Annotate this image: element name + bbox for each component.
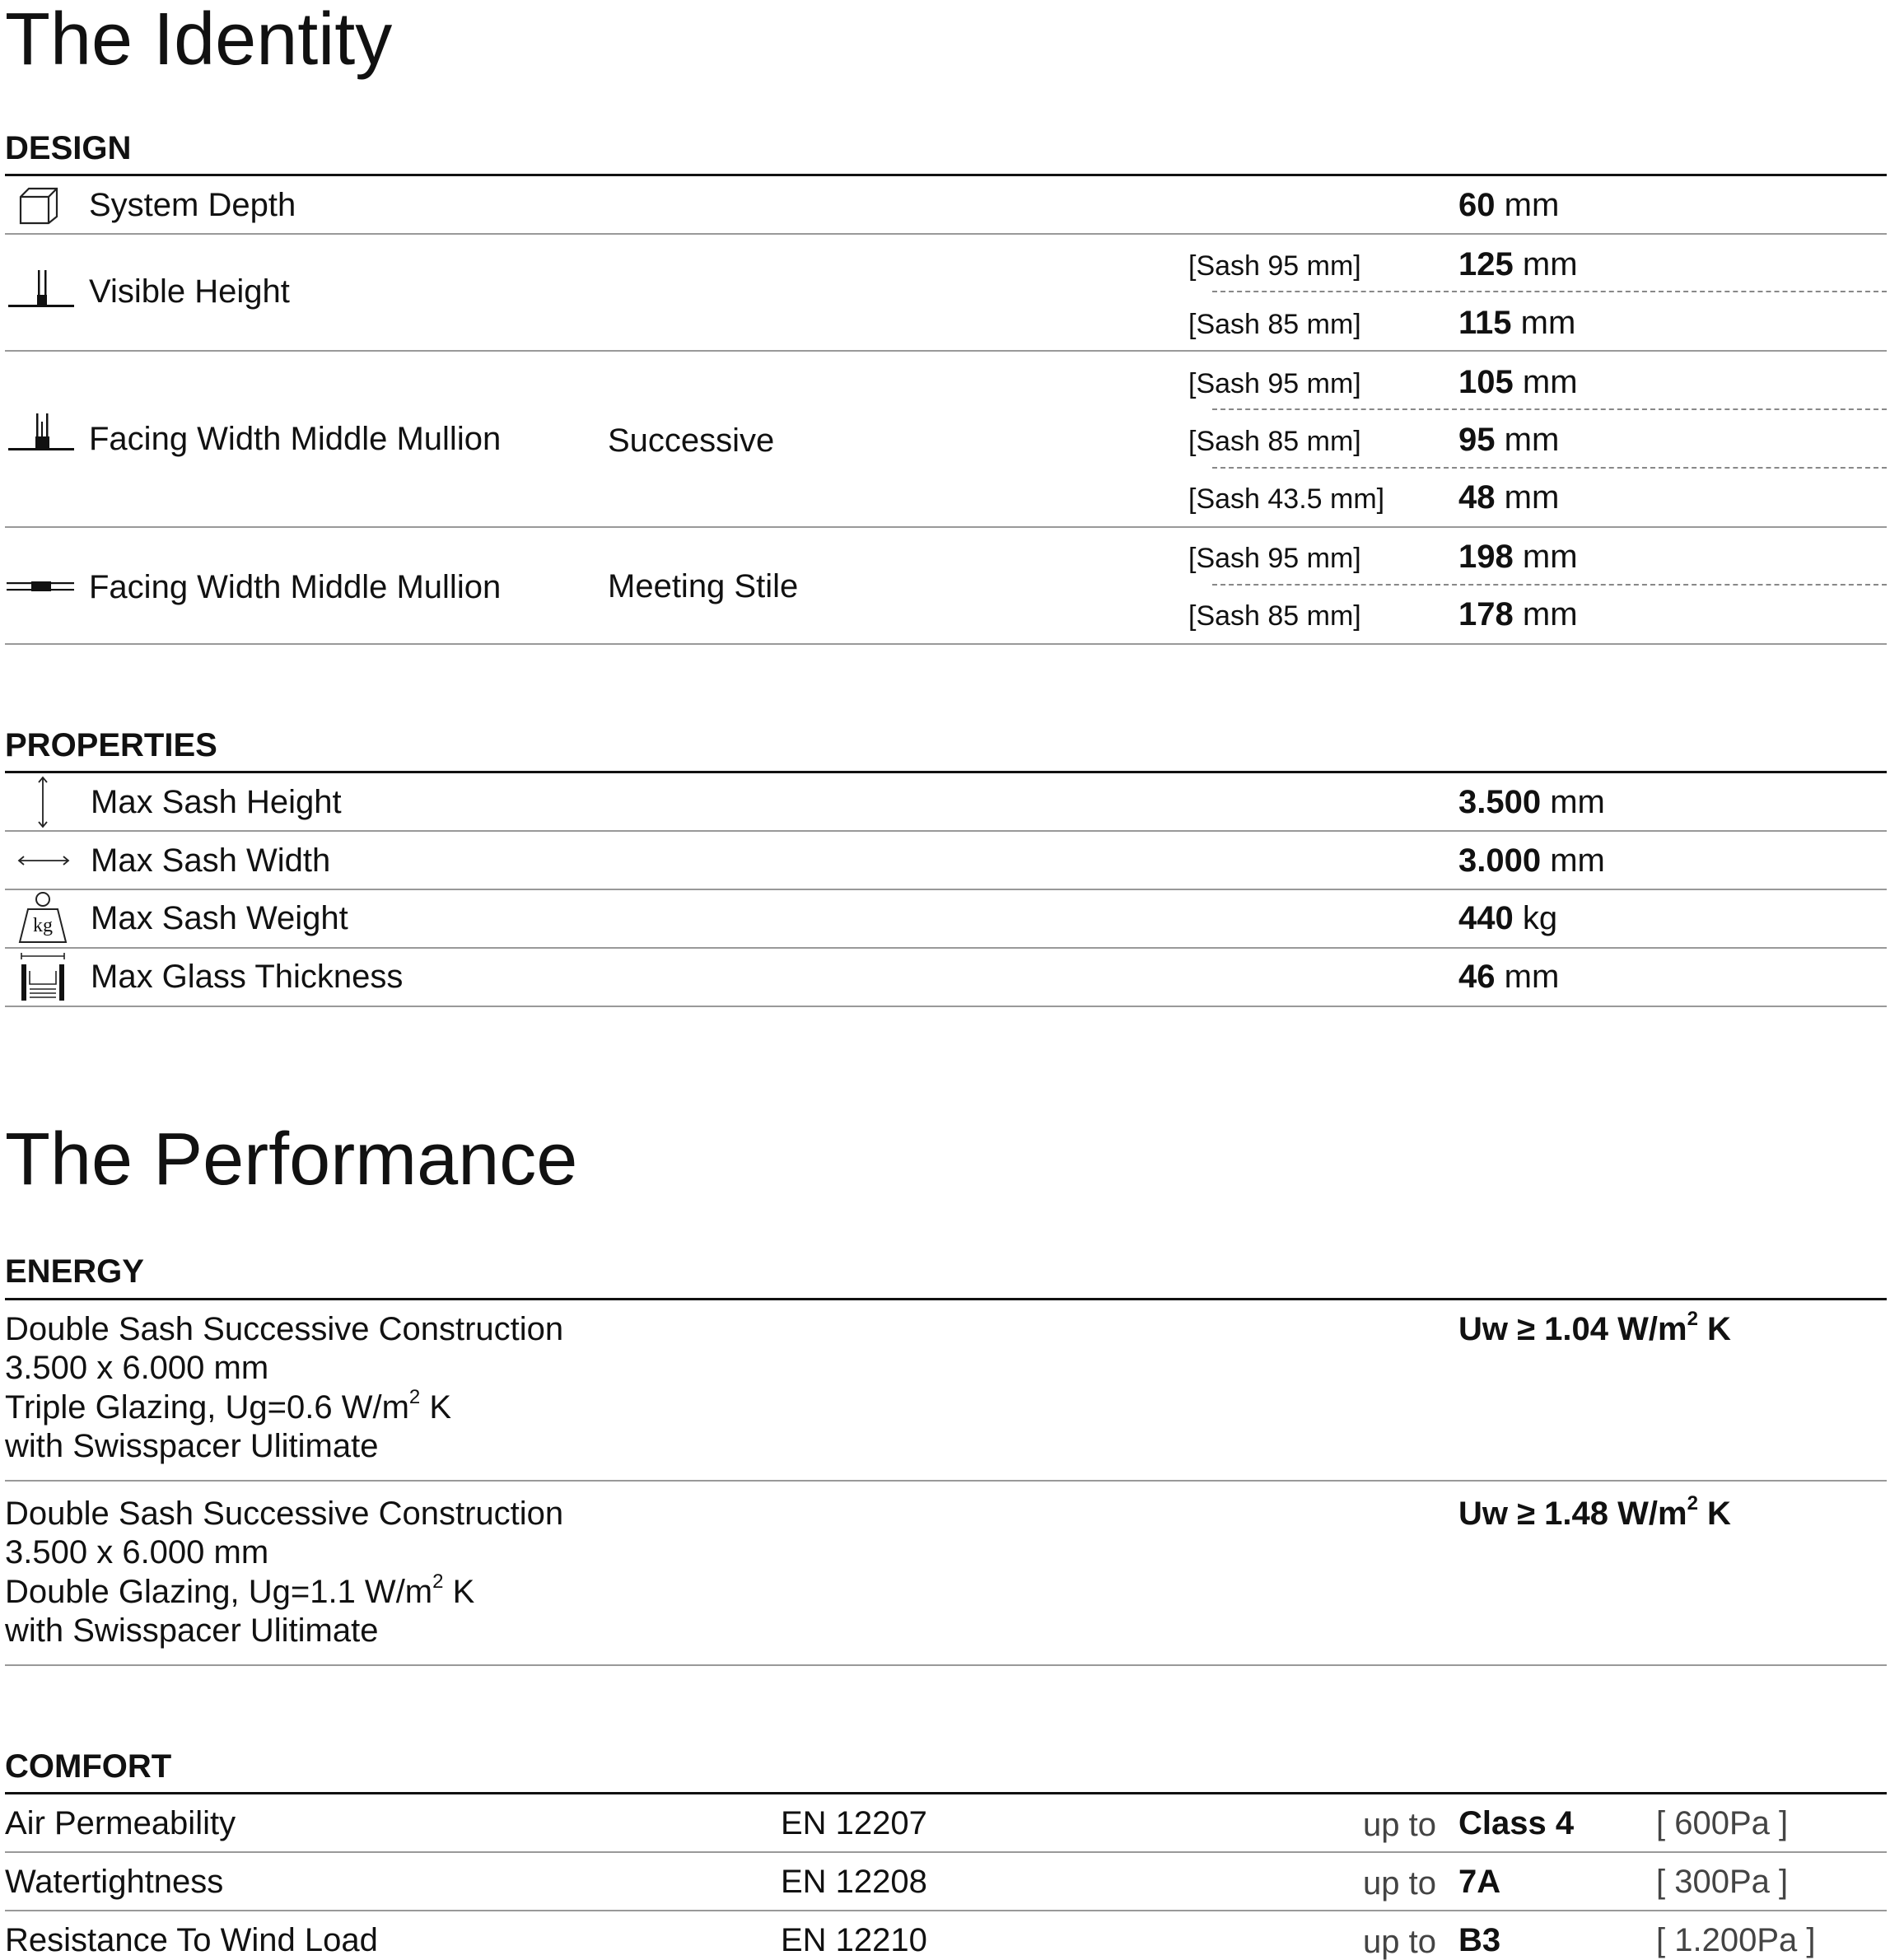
energy-item-line: Triple Glazing, Ug=0.6 $W/m^2$ K	[5, 1386, 452, 1426]
row-divider	[5, 1480, 1887, 1482]
glass-thickness-icon	[18, 951, 68, 1002]
row-dashed-divider	[1212, 291, 1887, 292]
up-to-prefix: up to	[1363, 1807, 1436, 1843]
row-divider	[5, 1006, 1887, 1007]
meeting-stile-value: 178 mm	[1458, 596, 1578, 632]
max-sash-weight-value: 440 kg	[1458, 900, 1558, 936]
row-divider	[5, 350, 1887, 352]
performance-title: The Performance	[5, 1118, 578, 1201]
energy-item-line: Double Sash Successive Construction	[5, 1496, 564, 1532]
mullion-successive-value: 95 mm	[1458, 422, 1560, 458]
watertightness-label: Watertightness	[5, 1864, 224, 1900]
mullion-successive-value: 48 mm	[1458, 479, 1560, 516]
max-glass-thickness-value: 46 mm	[1458, 959, 1560, 995]
energy-item-line: Double Glazing, Ug=1.1 $W/m^2$ K	[5, 1570, 475, 1610]
air-permeability-standard: EN 12207	[781, 1805, 927, 1841]
row-divider	[5, 1664, 1887, 1666]
meeting-stile-value: 198 mm	[1458, 539, 1578, 575]
visible-height-icon	[8, 268, 74, 311]
mullion-successive-icon	[8, 412, 74, 455]
max-sash-height-label: Max Sash Height	[91, 784, 342, 820]
row-divider	[5, 1910, 1887, 1911]
horizontal-arrow-icon	[16, 853, 71, 868]
row-divider	[5, 643, 1887, 645]
up-to-prefix: up to	[1363, 1924, 1436, 1960]
visible-height-value: 125 mm	[1458, 246, 1578, 282]
design-rule	[5, 174, 1887, 176]
identity-title: The Identity	[5, 0, 393, 81]
comfort-heading: COMFORT	[5, 1748, 172, 1785]
energy-item-line: with Swisspacer Ulitimate	[5, 1428, 379, 1464]
sash-spec: [Sash 95 mm]	[1188, 543, 1361, 574]
sash-spec: [Sash 85 mm]	[1188, 600, 1361, 632]
energy-heading: ENERGY	[5, 1253, 144, 1290]
mullion-successive-label: Facing Width Middle Mullion	[89, 421, 502, 457]
sash-spec: [Sash 95 mm]	[1188, 250, 1361, 282]
sash-spec: [Sash 85 mm]	[1188, 309, 1361, 340]
up-to-prefix: up to	[1363, 1865, 1436, 1902]
energy-item-line: 3.500 x 6.000 mm	[5, 1350, 269, 1386]
properties-heading: PROPERTIES	[5, 727, 217, 763]
meeting-stile-icon	[7, 576, 74, 596]
wind-load-class: B3	[1458, 1922, 1501, 1958]
energy-uw-value: Uw ≥ 1.48 $W/m^2$ K	[1458, 1492, 1731, 1532]
wind-load-label: Resistance To Wind Load	[5, 1922, 378, 1958]
system-depth-value: 60 mm	[1458, 187, 1560, 223]
sash-spec: [Sash 43.5 mm]	[1188, 483, 1385, 515]
energy-item-line: 3.500 x 6.000 mm	[5, 1534, 269, 1570]
row-dashed-divider	[1212, 408, 1887, 410]
energy-item-line: Double Sash Successive Construction	[5, 1311, 564, 1347]
row-dashed-divider	[1212, 584, 1887, 586]
max-sash-width-label: Max Sash Width	[91, 842, 331, 879]
sash-spec: [Sash 85 mm]	[1188, 426, 1361, 457]
max-sash-height-value: 3.500 mm	[1458, 784, 1605, 820]
design-heading: DESIGN	[5, 130, 132, 166]
row-divider	[5, 947, 1887, 949]
cube-icon	[18, 186, 59, 226]
max-sash-width-value: 3.000 mm	[1458, 842, 1605, 879]
sash-spec: [Sash 95 mm]	[1188, 368, 1361, 399]
row-divider	[5, 526, 1887, 528]
max-glass-thickness-label: Max Glass Thickness	[91, 959, 404, 995]
wind-load-standard: EN 12210	[781, 1922, 927, 1958]
air-permeability-label: Air Permeability	[5, 1805, 236, 1841]
air-permeability-pressure: [ 600Pa ]	[1656, 1805, 1789, 1841]
energy-uw-value: Uw ≥ 1.04 $W/m^2$ K	[1458, 1308, 1731, 1347]
properties-rule	[5, 771, 1887, 773]
comfort-rule	[5, 1792, 1887, 1794]
air-permeability-class: Class 4	[1458, 1805, 1575, 1841]
wind-load-pressure: [ 1.200Pa ]	[1656, 1922, 1816, 1958]
row-divider	[5, 1851, 1887, 1853]
mullion-successive-type: Successive	[608, 422, 775, 459]
kg-icon-label: kg	[33, 915, 53, 936]
system-depth-label: System Depth	[89, 187, 296, 223]
row-divider	[5, 889, 1887, 890]
max-sash-weight-label: Max Sash Weight	[91, 900, 348, 936]
row-divider	[5, 233, 1887, 235]
visible-height-label: Visible Height	[89, 273, 290, 310]
mullion-successive-value: 105 mm	[1458, 364, 1578, 400]
energy-rule	[5, 1298, 1887, 1300]
watertightness-pressure: [ 300Pa ]	[1656, 1864, 1789, 1900]
row-divider	[5, 830, 1887, 832]
weight-kg-icon	[16, 891, 69, 945]
watertightness-standard: EN 12208	[781, 1864, 927, 1900]
visible-height-value: 115 mm	[1458, 305, 1576, 341]
vertical-arrow-icon	[35, 775, 50, 829]
meeting-stile-label: Facing Width Middle Mullion	[89, 569, 502, 605]
energy-item-line: with Swisspacer Ulitimate	[5, 1612, 379, 1649]
watertightness-class: 7A	[1458, 1864, 1501, 1900]
meeting-stile-type: Meeting Stile	[608, 568, 799, 604]
row-dashed-divider	[1212, 467, 1887, 469]
